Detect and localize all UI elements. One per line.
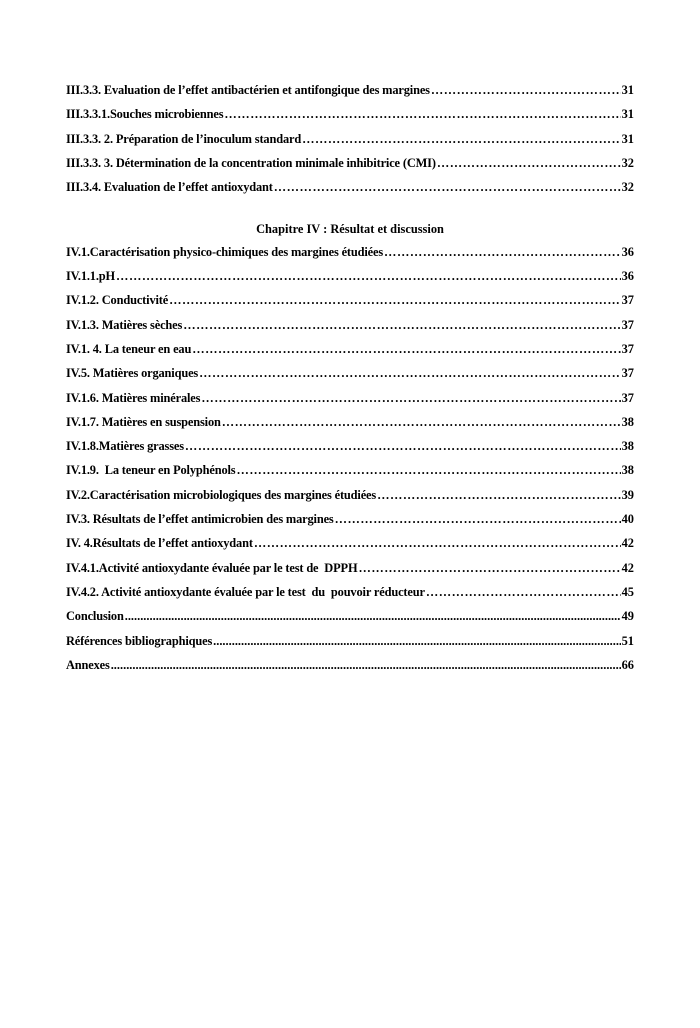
toc-entry[interactable] — [66, 107, 634, 131]
toc-entry[interactable] — [66, 585, 634, 609]
toc-entry-title: III.3.3.1.Souches microbiennes — [66, 107, 224, 122]
toc-entry-page: 51 — [621, 633, 634, 648]
toc-entry-page: 38 — [621, 463, 634, 478]
toc-entry-page: 66 — [621, 657, 634, 672]
toc-entry-page: 32 — [621, 155, 634, 170]
toc-entry-title: IV.3. Résultats de l’effet antimicrobien des margines — [66, 512, 334, 527]
toc-dot-leader — [111, 658, 621, 673]
toc-entry-title: IV.2.Caractérisation microbiologiques des margines étudiées — [66, 487, 377, 502]
toc-entry-page: 42 — [621, 536, 634, 551]
toc-entry-title: IV.1.2. Conductivité — [66, 293, 169, 308]
toc-entry[interactable] — [66, 439, 634, 463]
toc-entry-page: 37 — [621, 317, 634, 332]
toc-entry-title: III.3.3. Evaluation de l’effet antibactérien et antifongique des margines — [66, 83, 430, 97]
toc-dot-leader — [192, 342, 620, 357]
toc-dot-leader — [116, 269, 621, 284]
toc-section-end-matter — [66, 609, 634, 682]
toc-dot-leader — [384, 245, 621, 260]
toc-entry[interactable] — [66, 132, 634, 156]
toc-entry-title: IV.5. Matières organiques — [66, 366, 199, 381]
toc-entry-title: IV.1. 4. La teneur en eau — [66, 341, 192, 356]
toc-entry[interactable] — [66, 561, 634, 585]
toc-entry[interactable] — [66, 536, 634, 560]
toc-entry-page: 37 — [621, 366, 634, 381]
toc-entry-title: IV.1.9. La teneur en Polyphénols — [66, 463, 236, 478]
toc-entry[interactable] — [66, 245, 634, 269]
toc-entry-title: IV.4.2. Activité antioxydante évaluée par le test du pouvoir réducteur — [66, 584, 425, 599]
toc-entry-page: 31 — [621, 131, 634, 146]
toc-entry-page: 36 — [621, 269, 634, 284]
toc-section-chapter-3 — [66, 83, 634, 204]
toc-dot-leader — [274, 180, 621, 195]
toc-entry-title: Conclusion — [66, 609, 124, 624]
toc-entry-page: 39 — [621, 487, 634, 502]
toc-entry-title: Annexes — [66, 657, 110, 672]
toc-entry-page: 45 — [621, 584, 634, 599]
toc-entry-page: 37 — [621, 293, 634, 308]
toc-entry-title: III.3.4. Evaluation de l’effet antioxydant — [66, 180, 273, 195]
toc-entry-page: 42 — [621, 560, 634, 575]
toc-entry-title: IV. 4.Résultats de l’effet antioxydant — [66, 536, 253, 551]
toc-dot-leader — [377, 488, 621, 503]
toc-entry[interactable] — [66, 366, 634, 390]
toc-dot-leader — [125, 609, 621, 624]
toc-dot-leader — [224, 107, 620, 122]
toc-entry[interactable] — [66, 512, 634, 536]
toc-entry-page: 38 — [621, 439, 634, 454]
toc-entry[interactable] — [66, 293, 634, 317]
toc-dot-leader — [185, 439, 621, 454]
toc-dot-leader — [222, 415, 621, 430]
toc-entry[interactable] — [66, 488, 634, 512]
toc-dot-leader — [254, 536, 621, 551]
toc-entry-title: Références bibliographiques — [66, 633, 213, 648]
toc-dot-leader — [302, 132, 621, 147]
toc-entry-page: 37 — [621, 341, 634, 356]
toc-entry-title: IV.1.Caractérisation physico-chimiques des margines étudiées — [66, 244, 384, 259]
toc-entry-page: 37 — [621, 390, 634, 405]
table-of-contents — [66, 83, 634, 682]
toc-entry[interactable] — [66, 156, 634, 180]
toc-dot-leader — [358, 561, 620, 576]
toc-dot-leader — [437, 156, 621, 171]
toc-entry-page: 31 — [621, 83, 634, 97]
toc-entry[interactable] — [66, 180, 634, 204]
toc-entry-title: IV.1.3. Matières sèches — [66, 317, 183, 332]
toc-entry[interactable] — [66, 634, 634, 658]
toc-entry[interactable] — [66, 658, 634, 682]
toc-entry[interactable] — [66, 342, 634, 366]
toc-entry-title: IV.4.1.Activité antioxydante évaluée par le test de DPPH — [66, 560, 358, 575]
toc-entry-title: IV.1.6. Matières minérales — [66, 390, 201, 405]
toc-dot-leader — [335, 512, 621, 527]
toc-entry-title: IV.1.7. Matières en suspension — [66, 414, 221, 429]
toc-entry-page: 38 — [621, 414, 634, 429]
toc-dot-leader — [236, 463, 620, 478]
toc-dot-leader — [199, 366, 621, 381]
toc-entry[interactable] — [66, 83, 634, 107]
toc-dot-leader — [201, 391, 620, 406]
toc-dot-leader — [183, 318, 620, 333]
chapter-heading: Chapitre IV : Résultat et discussion — [256, 222, 444, 237]
toc-dot-leader — [431, 83, 621, 98]
toc-dot-leader — [169, 293, 621, 308]
toc-entry-page: 31 — [621, 107, 634, 122]
toc-section-chapter-4 — [66, 245, 634, 609]
toc-entry-page: 32 — [621, 180, 634, 195]
toc-entry-title: III.3.3. 3. Détermination de la concentration minimale inhibitrice (CMI) — [66, 155, 436, 170]
toc-entry-title: IV.1.8.Matières grasses — [66, 439, 184, 454]
toc-entry-page: 36 — [621, 244, 634, 259]
toc-entry[interactable] — [66, 391, 634, 415]
toc-dot-leader — [426, 585, 621, 600]
toc-entry-title: IV.1.1.pH — [66, 269, 116, 284]
toc-entry[interactable] — [66, 415, 634, 439]
toc-entry-page: 49 — [621, 609, 634, 624]
toc-entry-title: III.3.3. 2. Préparation de l’inoculum standard — [66, 131, 302, 146]
toc-entry[interactable] — [66, 609, 634, 633]
toc-entry[interactable] — [66, 318, 634, 342]
toc-entry-page: 40 — [621, 512, 634, 527]
toc-entry[interactable] — [66, 269, 634, 293]
toc-dot-leader — [213, 634, 620, 649]
toc-entry[interactable] — [66, 463, 634, 487]
